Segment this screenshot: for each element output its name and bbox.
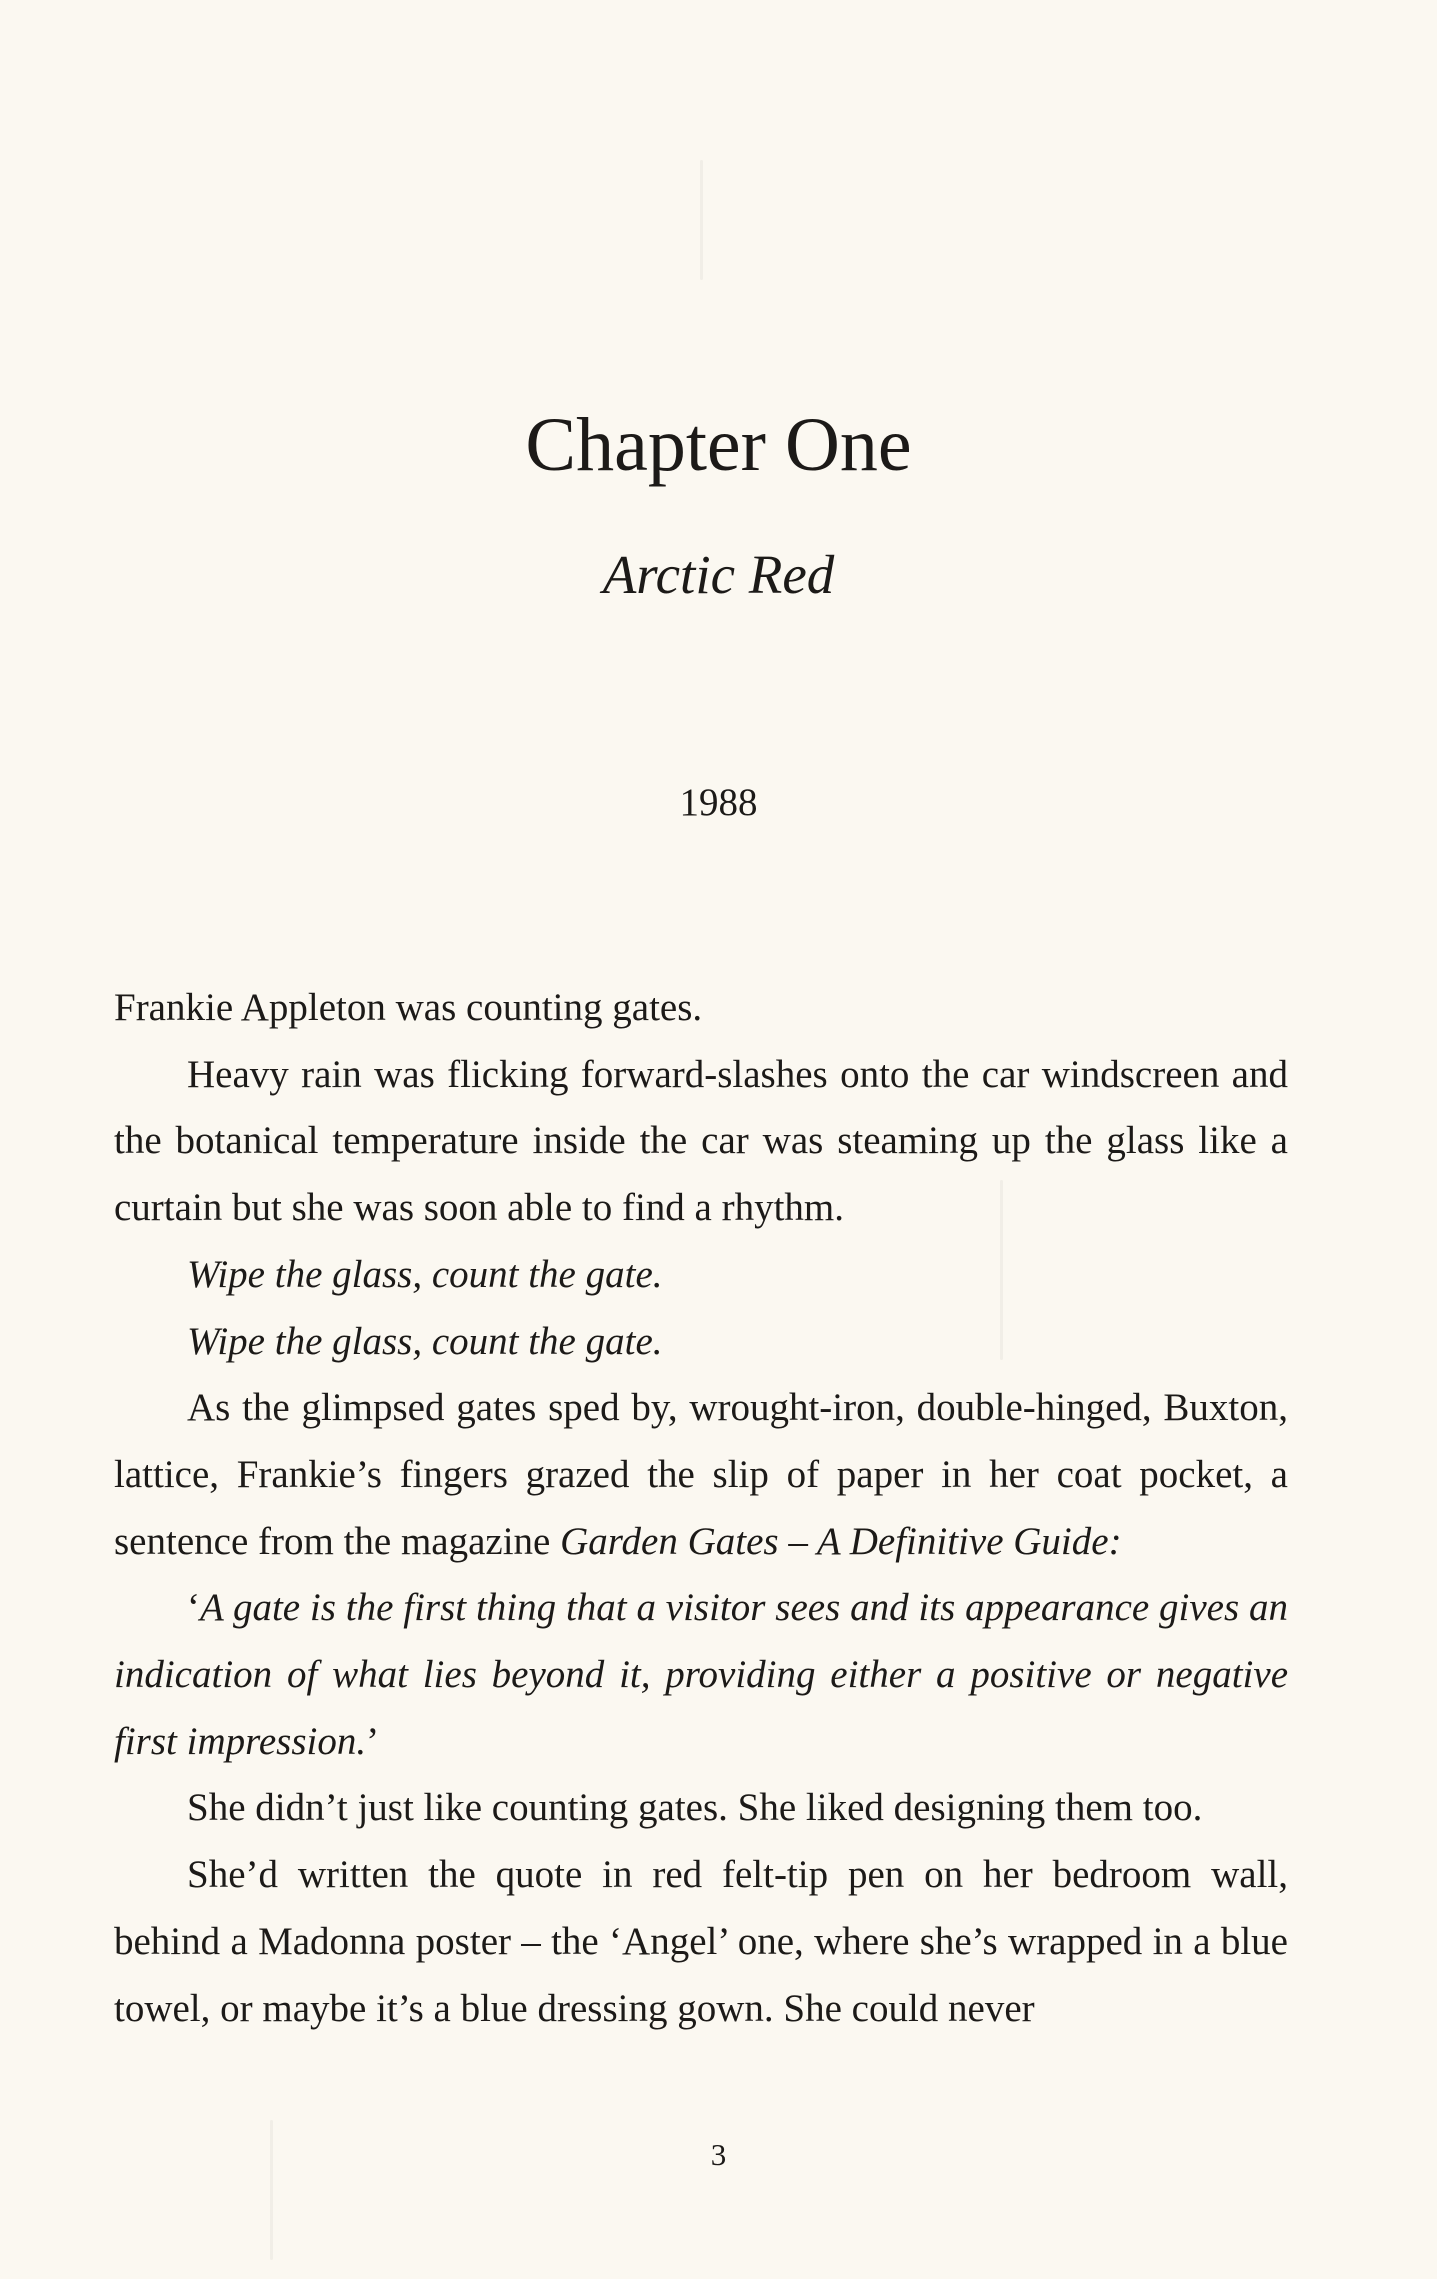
text-run: ‘ [187,1586,200,1630]
page-number: 3 [710,2137,727,2172]
body-paragraph [114,1309,1288,1376]
body-paragraph [114,1775,1288,1842]
body-text [114,975,1288,2042]
italic-text-run: Garden Gates – A Definitive Guide: [560,1519,1122,1563]
chapter-title: Chapter One [525,403,912,487]
body-paragraph [114,1375,1288,1575]
text-run: As the glimpsed gates sped by, wrought-iron, double-hinged, Buxton, lattice, Frankie’s fingers grazed the slip of paper in her coat pocket, a sentence from the magazine [114,1386,1288,1563]
italic-text-run: A gate is the first thing that a visitor sees and its appearance gives an indication of what lies beyond it, providing either a positive or negative first impression. [114,1586,1288,1763]
text-run: She’d written the quote in red felt-tip pen on her bedroom wall, behind a Madonna poster – the ‘Angel’ one, where she’s wrapped in a blue towel, or maybe it’s a blue dressing gown. She could never [114,1853,1288,2030]
text-run: She didn’t just like counting gates. She liked designing them too. [187,1786,1203,1830]
italic-text-run: Wipe the glass, count the gate. [187,1252,663,1296]
text-run: Heavy rain was flicking forward-slashes onto the car windscreen and the botanical temperature inside the car was steaming up the glass like a curtain but she was soon able to find a rhythm. [114,1052,1288,1230]
chapter-subtitle: Arctic Red [602,544,835,605]
italic-text-run: Wipe the glass, count the gate. [187,1319,663,1363]
show-through-mark [700,160,703,280]
chapter-year: 1988 [679,781,758,824]
body-paragraph [114,1042,1288,1242]
text-run: Frankie Appleton was counting gates. [114,986,703,1029]
body-paragraph [114,1575,1288,1775]
text-run: ’ [366,1719,380,1763]
body-paragraph [114,1842,1288,2042]
body-paragraph [114,1242,1288,1309]
body-paragraph [114,975,1288,1042]
